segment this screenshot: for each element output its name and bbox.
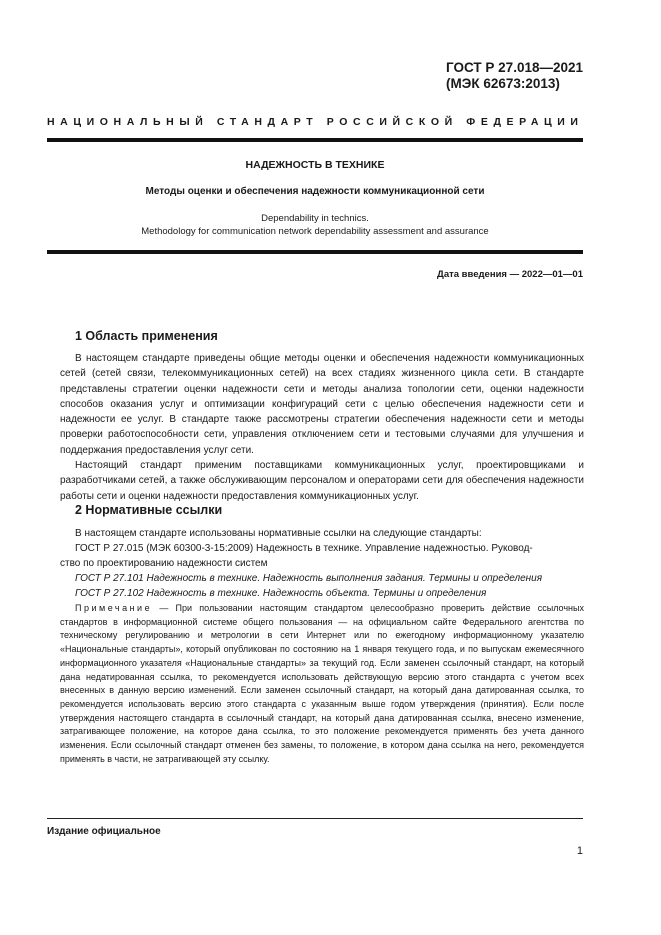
title-bottom-rule — [47, 250, 583, 254]
note-label: Примечание — [75, 603, 153, 613]
national-standard-heading: НАЦИОНАЛЬНЫЙ СТАНДАРТ РОССИЙСКОЙ ФЕДЕРАЦИИ — [47, 116, 584, 128]
english-title-line-1: Dependability in technics. — [261, 213, 369, 224]
reference-1-line-2: ство по проектированию надежности систем — [60, 558, 268, 569]
references-note — [60, 602, 584, 766]
english-title-line-2: Methodology for communication network dependability assessment and assurance — [141, 226, 489, 237]
section-2-heading: 2 Нормативные ссылки — [75, 503, 223, 517]
english-title — [47, 212, 583, 238]
references-intro: В настоящем стандарте использованы нормативные ссылки на следующие стандарты: — [75, 528, 482, 539]
reference-2: ГОСТ Р 27.101 Надежность в технике. Надежность выполнения задания. Термины и определения — [75, 573, 543, 584]
section-1-paragraph-1: В настоящем стандарте приведены общие методы оценки и обеспечения надежности коммуникационных сетей (сетей связи, телекоммуникационных сетей) на всех стадиях жизненного цикла сети. В стандарте представлены стратегии оценки надежности сети и методы анализа топологии сети, оценки надежности способов оказания услуг и оптимизации конфигураций сети с целью обеспечения надежности сети и надежности ее услуг. В стандарте также рассмотрены стратегии обеспечения надежности сети и методы проверки работоспособности сети, управления отключением сети и тестовыми случаями для улучшения и поддержания предоставления услуг сети. — [60, 353, 584, 456]
introduction-date: Дата введения — 2022—01—01 — [437, 269, 583, 280]
top-rule — [47, 138, 583, 142]
standard-designation-block — [446, 60, 583, 92]
document-title: НАДЕЖНОСТЬ В ТЕХНИКЕ — [245, 159, 385, 171]
note-text: — При пользовании настоящим стандартом целесообразно проверить действие ссылочных стандартов в информационной системе общего пользования — на официальном сайте Федерального агентства по техническому регулированию и метрологии в сети Интернет или по ежегодному информационному указателю «Национальные стандарты», который опубликован по состоянию на 1 января текущего года, и по выпускам ежемесячного информационного указателя «Национальные стандарты» за текущий год. Если заменен ссылочный стандарт, на который дана недатированная ссылка, то рекомендуется использовать действующую версию этого стандарта с учетом всех внесенных в данную версию изменений. Если заменен ссылочный стандарт, на который дана датированная ссылка, то рекомендуется использовать версию этого стандарта с указанным выше годом утверждения (принятия). Если после утверждения настоящего стандарта в ссылочный стандарт, на который дана датированная ссылка, внесено изменение, затрагивающее положение, на которое дана ссылка, то это положение рекомендуется применять без учета данного изменения. Если ссылочный стандарт отменен без замены, то положение, в котором дана ссылка на него, рекомендуется применять в части, не затрагивающей эту ссылку. — [60, 603, 584, 764]
standard-designation: ГОСТ Р 27.018—2021 — [446, 60, 583, 75]
section-1-body — [60, 351, 584, 504]
section-1-paragraph-2: Настоящий стандарт применим поставщиками коммуникационных услуг, проектировщиками и разработчиками сетей, а также обслуживающим персоналом и операторами сети для обеспечения надежности работы сети и оценки надежности предоставления коммуникационных услуг. — [60, 460, 584, 502]
page-number: 1 — [576, 845, 583, 857]
reference-1-line-1: ГОСТ Р 27.015 (МЭК 60300-3-15:2009) Надежность в технике. Управление надежностью. Руковод- — [75, 543, 533, 554]
reference-3: ГОСТ Р 27.102 Надежность в технике. Надежность объекта. Термины и определения — [75, 588, 487, 599]
document-subtitle: Методы оценки и обеспечения надежности коммуникационной сети — [145, 186, 485, 197]
footer-rule — [47, 818, 583, 819]
official-edition-label: Издание официальное — [47, 826, 161, 837]
section-1-heading: 1 Область применения — [75, 329, 218, 343]
iec-reference: (МЭК 62673:2013) — [446, 76, 560, 91]
